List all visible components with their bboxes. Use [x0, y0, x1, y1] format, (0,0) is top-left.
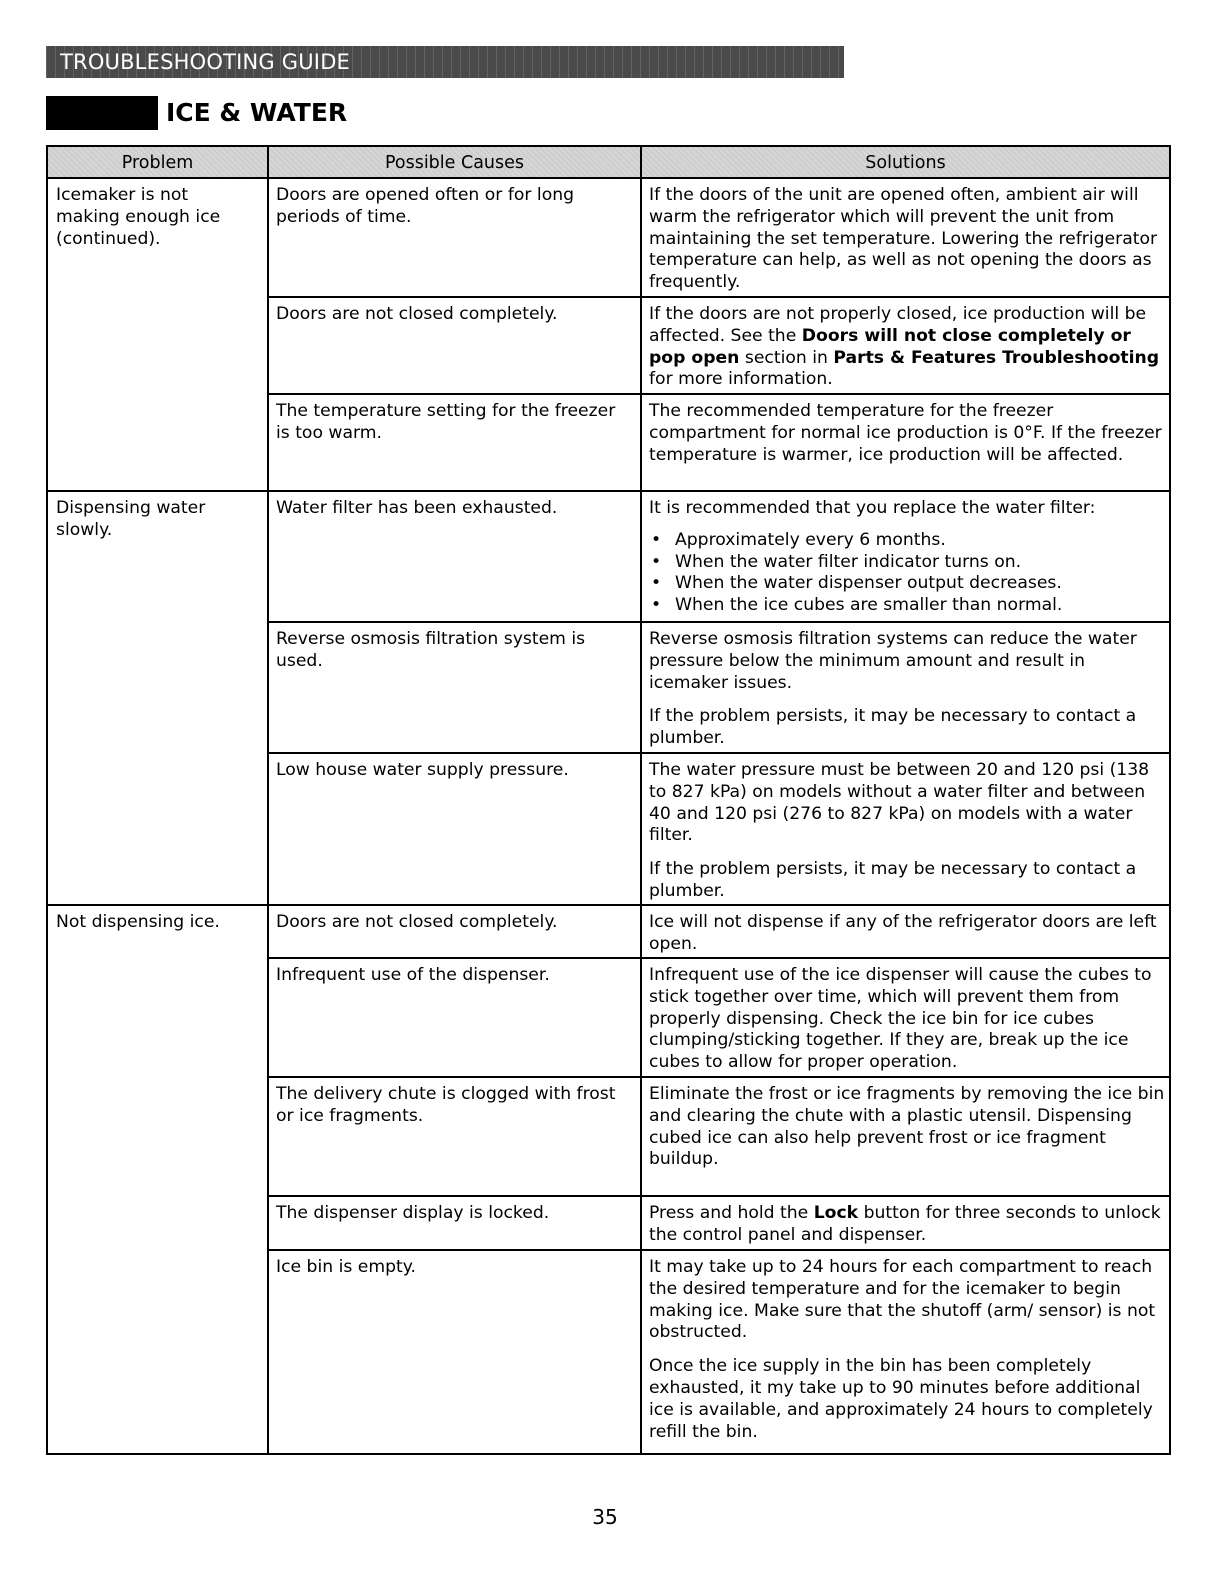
row-divider: [267, 1195, 1169, 1197]
list-item: • When the water filter indicator turns on.: [649, 552, 1167, 574]
page-number: 35: [592, 1505, 618, 1529]
cause-cell: Doors are not closed completely.: [276, 912, 558, 932]
row-divider: [48, 490, 1169, 492]
row-divider: [267, 393, 1169, 395]
cause-cell: Low house water supply pressure.: [276, 760, 569, 780]
solution-cell: The recommended temperature for the freezer compartment for normal ice production is 0°F. If the freezer temperature is warmer, ice production will be affected.: [649, 401, 1162, 465]
row-divider: [48, 904, 1169, 906]
solution-cell: If the doors are not properly closed, ice production will be affected. See the Doors will not close completely or pop open section in Parts & Features Troubleshooting for more information.: [649, 304, 1160, 390]
banner-title: TROUBLESHOOTING GUIDE: [60, 50, 351, 74]
cause-cell: The delivery chute is clogged with frost or ice fragments.: [276, 1084, 616, 1126]
troubleshooting-table: [46, 145, 1171, 1455]
cause-cell: Doors are opened often or for long periods of time.: [276, 185, 575, 227]
solution-cell: It may take up to 24 hours for each compartment to reach the desired temperature and for the icemaker to begin making ice. Make sure that the shutoff (arm/ sensor) is not obstructed. Once the ice supply in the bin has been completely exhausted, it my take up to 90 minutes before additional ice is available, and approximately 24 hours to completely refill the bin.: [649, 1257, 1156, 1442]
list-item: • When the ice cubes are smaller than normal.: [649, 595, 1167, 617]
problem-cell: Icemaker is not making enough ice (continued).: [56, 185, 221, 249]
header-solutions: Solutions: [642, 147, 1169, 179]
section-title: ICE & WATER: [166, 98, 348, 127]
solution-cell: The water pressure must be between 20 and 120 psi (138 to 827 kPa) on models without a water filter and between 40 and 120 psi (276 to 827 kPa) on models with a water filter. If the problem persists, it may be necessary to contact a plumber.: [649, 760, 1150, 901]
list-item: • Approximately every 6 months.: [649, 530, 1167, 552]
solution-cell: Infrequent use of the ice dispenser will cause the cubes to stick together over time, which will prevent them from properly dispensing. Check the ice bin for ice cubes clumping/sticking together. If they are, break up the ice cubes to allow for proper operation.: [649, 965, 1152, 1073]
header-problem: Problem: [48, 147, 267, 179]
cause-cell: Water filter has been exhausted.: [276, 498, 558, 518]
row-divider: [267, 621, 1169, 623]
problem-cell: Dispensing water slowly.: [56, 498, 206, 540]
cause-cell: The dispenser display is locked.: [276, 1203, 550, 1223]
solution-cell: If the doors of the unit are opened often, ambient air will warm the refrigerator which will prevent the unit from maintaining the set temperature. Lowering the refrigerator temperature can help, as well as not opening the doors as frequently.: [649, 185, 1158, 293]
row-divider: [267, 296, 1169, 298]
section-marker-block: [46, 96, 158, 130]
solution-cell: Eliminate the frost or ice fragments by removing the ice bin and clearing the chute with a plastic utensil. Dispensing cubed ice can also help prevent frost or ice fragment buildup.: [649, 1084, 1165, 1170]
row-divider: [267, 957, 1169, 959]
row-divider: [267, 752, 1169, 754]
cause-cell: Ice bin is empty.: [276, 1257, 416, 1277]
solution-cell: It is recommended that you replace the water filter: • Approximately every 6 months. • When the water filter indicator turns on. • When the water dispenser output decreases. • When the ice cubes are smaller than normal.: [649, 498, 1167, 617]
cause-cell: The temperature setting for the freezer is too warm.: [276, 401, 616, 443]
lock-button-reference: Lock: [813, 1203, 859, 1223]
cause-cell: Reverse osmosis filtration system is used.: [276, 629, 586, 671]
solution-cell: Ice will not dispense if any of the refrigerator doors are left open.: [649, 912, 1157, 954]
doors-section-reference: Doors will not close completely or pop open: [649, 325, 1131, 368]
column-divider: [267, 147, 269, 1453]
solution-cell: Press and hold the Lock button for three seconds to unlock the control panel and dispenser.: [649, 1203, 1161, 1245]
row-divider: [267, 1249, 1169, 1251]
cause-cell: Doors are not closed completely.: [276, 304, 558, 324]
row-divider: [267, 1076, 1169, 1078]
parts-features-reference: Parts & Features Troubleshooting: [833, 347, 1160, 368]
header-possible-causes: Possible Causes: [269, 147, 640, 179]
cause-cell: Infrequent use of the dispenser.: [276, 965, 550, 985]
bullet-list: [649, 530, 1167, 617]
section-banner: [46, 46, 844, 78]
problem-cell: Not dispensing ice.: [56, 912, 220, 932]
list-item: • When the water dispenser output decreases.: [649, 573, 1167, 595]
solution-cell: Reverse osmosis filtration systems can reduce the water pressure below the minimum amount and result in icemaker issues. If the problem persists, it may be necessary to contact a plumber.: [649, 629, 1137, 749]
column-divider: [640, 147, 642, 1453]
